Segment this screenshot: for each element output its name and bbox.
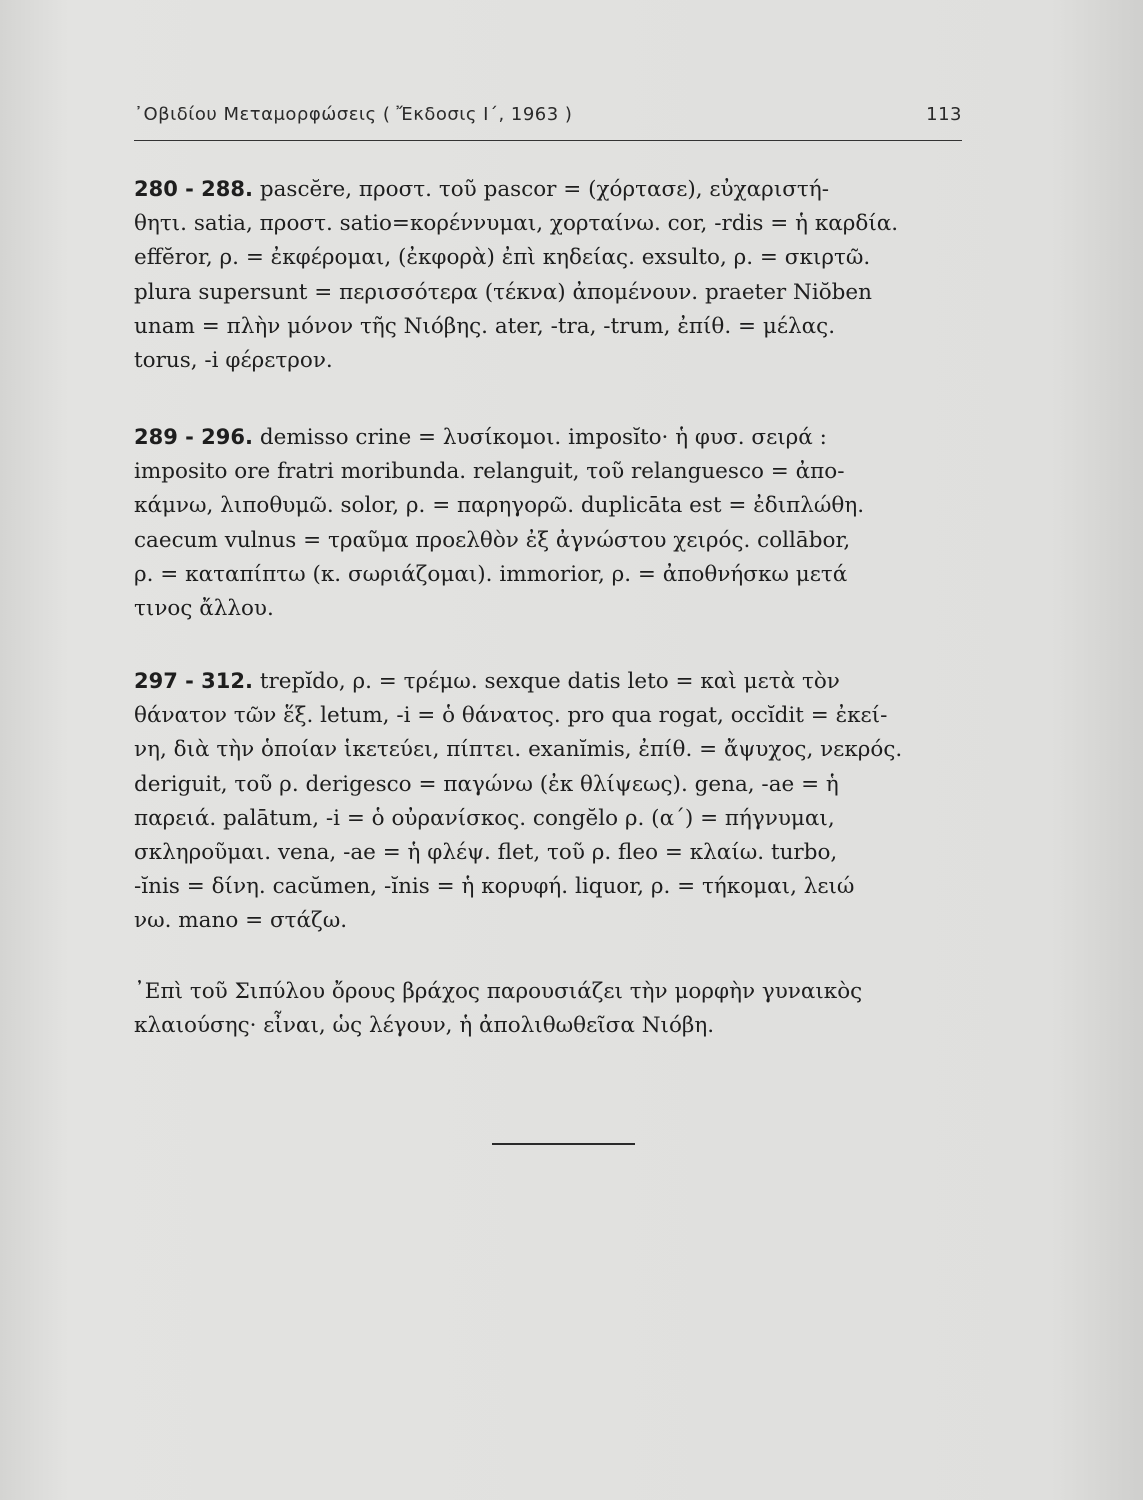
text-line: παρειά. palātum, -i = ὁ οὐρανίσκος. congĕlo ρ. (α΄) = πήγνυμαι, <box>134 805 835 831</box>
commentary-section-289-296 <box>134 420 966 626</box>
text-line: effĕror, ρ. = ἐκφέρομαι, (ἐκφορὰ) ἐπὶ κηδείας. exsulto, ρ. = σκιρτῶ. <box>134 245 871 271</box>
header-rule <box>134 140 962 141</box>
text-line: θάνατον τῶν ἕξ. letum, -i = ὁ θάνατος. pro qua rogat, occĭdit = ἐκεί- <box>134 703 888 729</box>
text-line: νη, διὰ τὴν ὁποίαν ἱκετεύει, πίπτει. exanĭmis, ἐπίθ. = ἄψυχος, νεκρός. <box>134 737 903 763</box>
text-line: 297 - 312. trepĭdo, ρ. = τρέμω. sexque datis leto = καὶ μετὰ τὸν <box>134 669 840 694</box>
closing-note <box>134 975 966 1043</box>
text-line: 280 - 288. pascĕre, προστ. τοῦ pascor = (χόρτασε), εὐχαριστή- <box>134 177 829 202</box>
text-line: κλαιούσης· εἶναι, ὡς λέγουν, ἡ ἀπολιθωθεῖσα Νιόβη. <box>134 1013 715 1039</box>
text-line: caecum vulnus = τραῦμα προελθὸν ἐξ ἀγνώστου χειρός. collābor, <box>134 527 851 553</box>
text-line: νω. mano = στάζω. <box>134 908 348 934</box>
text-line: deriguit, τοῦ ρ. derigesco = παγώνω (ἐκ θλίψεως). gena, -ae = ἡ <box>134 771 839 797</box>
running-header <box>134 104 962 130</box>
text-line: -ĭnis = δίνη. cacŭmen, -ĭnis = ἡ κορυφή. liquor, ρ. = τήκομαι, λειώ <box>134 874 855 900</box>
verse-range-label: 289 - 296. <box>134 425 253 449</box>
text-line: σκληροῦμαι. vena, -ae = ἡ φλέψ. flet, τοῦ ρ. fleo = κλαίω. turbo, <box>134 840 838 866</box>
text-line: imposito ore fratri moribunda. relanguit, τοῦ relanguesco = ἀπο- <box>134 459 845 485</box>
text-line: ρ. = καταπίπτω (κ. σωριάζομαι). immorior, ρ. = ἀποθνήσκω μετά <box>134 561 848 587</box>
text-line: τινος ἄλλου. <box>134 596 274 622</box>
page-number: 113 <box>926 104 962 125</box>
commentary-section-297-312 <box>134 664 966 939</box>
text-line: torus, -i φέρετρον. <box>134 348 333 374</box>
text-line: θητι. satia, προστ. satio=κορέννυμαι, χορταίνω. cor, -rdis = ἡ καρδία. <box>134 211 899 237</box>
text-line: plura supersunt = περισσότερα (τέκνα) ἀπομένουν. praeter Niŏben <box>134 279 872 305</box>
verse-range-label: 280 - 288. <box>134 177 253 201</box>
commentary-section-280-288 <box>134 172 966 378</box>
end-rule <box>492 1143 635 1145</box>
text-line: κάμνω, λιποθυμῶ. solor, ρ. = παρηγορῶ. duplicāta est = ἐδιπλώθη. <box>134 493 865 519</box>
text-line: unam = πλὴν μόνον τῆς Νιόβης. ater, -tra, -trum, ἐπίθ. = μέλας. <box>134 313 836 339</box>
text-line: 289 - 296. demisso crine = λυσίκομοι. imposĭto· ἡ φυσ. σειρά : <box>134 425 827 450</box>
text-line: ᾿Επὶ τοῦ Σιπύλου ὄρους βράχος παρουσιάζει τὴν μορφὴν γυναικὸς <box>134 979 863 1004</box>
header-title: ᾿Οβιδίου Μεταμορφώσεις ( Ἔκδοσις Ι΄, 1963 ) <box>134 104 573 125</box>
verse-range-label: 297 - 312. <box>134 669 253 693</box>
